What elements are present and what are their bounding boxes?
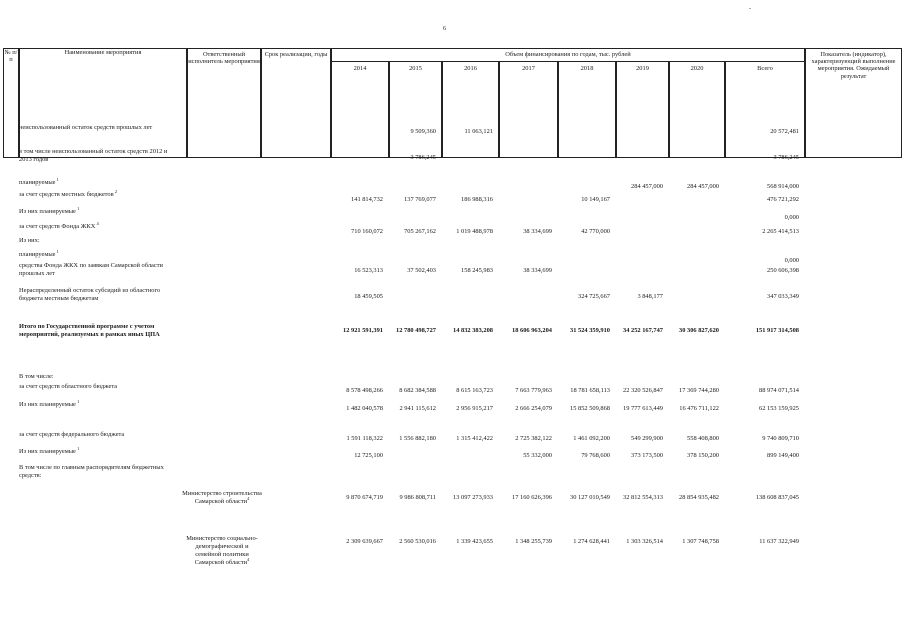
row-label: В том числе: — [19, 373, 54, 380]
header-term: Срок реализации, годы — [261, 48, 331, 158]
cell-2017: 17 160 626,396 — [512, 494, 552, 501]
cell-2016: 186 988,316 — [461, 196, 493, 203]
row-label: Из них планируемые $^1$ — [19, 205, 80, 215]
cell-2014: 2 309 639,667 — [346, 538, 383, 545]
page-number: 6 — [443, 26, 446, 32]
header-year-2017: 2017 — [499, 61, 558, 158]
row-label: планируемые $^1$ — [19, 176, 59, 186]
header-no: № п/п — [3, 48, 19, 158]
row-label: неиспользованный остаток средств прошлых лет — [19, 124, 153, 131]
cell-2019: 549 299,900 — [631, 435, 663, 442]
cell-2016: 1 339 423,655 — [456, 538, 493, 545]
cell-total: 899 149,400 — [767, 452, 799, 459]
cell-2015: 8 682 384,588 — [399, 387, 436, 394]
cell-2020: 1 307 748,758 — [682, 538, 719, 545]
cell-total: 20 572,481 — [770, 128, 799, 135]
row-label: средства Фонда ЖКХ по заявкам Самарской области прошлых лет — [19, 262, 163, 277]
cell-2020: 284 457,000 — [687, 183, 719, 190]
cell-2017: 38 334,699 — [523, 228, 552, 235]
cell-2018: 1 461 092,200 — [573, 435, 610, 442]
cell-2016: 13 097 273,933 — [453, 494, 493, 501]
cell-2017: 38 334,699 — [523, 267, 552, 274]
cell-2016: 11 063,121 — [464, 128, 493, 135]
cell-total: 9 740 809,710 — [762, 435, 799, 442]
cell-2016: 8 615 163,723 — [456, 387, 493, 394]
row-label: Итого по Государственной программе с учетом мероприятий, реализуемых в рамках иных ЦПА — [19, 323, 160, 338]
cell-total: 88 974 071,514 — [759, 387, 799, 394]
cell-2017: 18 606 963,204 — [512, 327, 552, 334]
cell-2014: 710 160,072 — [351, 228, 383, 235]
cell-2016: 2 956 915,217 — [456, 405, 493, 412]
cell-total: 151 917 314,508 — [755, 327, 799, 334]
cell-2014: 12 921 591,391 — [343, 327, 383, 334]
header-year-2019: 2019 — [616, 61, 669, 158]
cell-2016: 158 245,983 — [461, 267, 493, 274]
corner-mark: - — [749, 6, 751, 12]
cell-2014: 9 870 674,719 — [346, 494, 383, 501]
row-label: Из них планируемые $^1$ — [19, 445, 80, 455]
cell-2014: 1 482 040,578 — [346, 405, 383, 412]
header-year-2018: 2018 — [558, 61, 616, 158]
cell-total: 568 914,000 — [767, 183, 799, 190]
header-activity: Наименование мероприятия — [19, 48, 187, 158]
row-label: за счет средств Фонда ЖКХ $^4$ — [19, 220, 99, 230]
cell-2020: 30 306 827,620 — [679, 327, 719, 334]
cell-2019: 19 777 613,449 — [623, 405, 663, 412]
cell-2015: 37 502,403 — [407, 267, 436, 274]
cell-total: 476 721,292 — [767, 196, 799, 203]
cell-total: 3 786,245 — [773, 154, 799, 161]
cell-2018: 15 852 509,868 — [570, 405, 610, 412]
cell-2018: 1 274 628,441 — [573, 538, 610, 545]
header-year-2015: 2015 — [389, 61, 442, 158]
cell-2020: 558 408,800 — [687, 435, 719, 442]
header-funding: Объем финансирования по годам, тыс. рублей — [331, 48, 805, 62]
row-label: Нераспределенный остаток субсидий из областного бюджета местным бюджетам — [19, 287, 161, 302]
row-label: В том числе по главным распорядителям бюджетных средств: — [19, 464, 164, 479]
cell-2015: 2 560 530,016 — [399, 538, 436, 545]
cell-2014: 12 725,100 — [354, 452, 383, 459]
cell-total: 2 265 414,513 — [762, 228, 799, 235]
header-indicator: Показатель (индикатор), характеризующий выполнение мероприятия. Ожидаемый результат — [805, 48, 902, 158]
cell-2020: 17 369 744,280 — [679, 387, 719, 394]
cell-2014: 141 814,732 — [351, 196, 383, 203]
header-year-2014: 2014 — [331, 61, 389, 158]
cell-2017: 2 725 382,122 — [515, 435, 552, 442]
cell-2016: 14 832 383,208 — [453, 327, 493, 334]
cell-2018: 18 781 658,113 — [570, 387, 610, 394]
cell-2019: 284 457,000 — [631, 183, 663, 190]
cell-2015: 137 769,077 — [404, 196, 436, 203]
cell-2018: 324 725,667 — [578, 293, 610, 300]
cell-2018: 79 768,600 — [581, 452, 610, 459]
cell-2017: 2 666 254,079 — [515, 405, 552, 412]
cell-total: 62 153 159,925 — [759, 405, 799, 412]
cell-2020: 378 150,200 — [687, 452, 719, 459]
cell-total: 138 608 837,045 — [755, 494, 799, 501]
cell-2018: 42 770,000 — [581, 228, 610, 235]
row-label: за счет средств областного бюджета — [19, 383, 118, 390]
header-year-2020: 2020 — [669, 61, 725, 158]
cell-2018: 10 149,167 — [581, 196, 610, 203]
ministry-name: Министерство социально-демографической и семейной политики Самарской области$^4$ — [186, 535, 258, 566]
row-label: за счет средств местных бюджетов $^2$ — [19, 188, 117, 198]
ministry-name: Министерство строительства Самарской области$^4$ — [182, 490, 262, 505]
header-year-total: Всего — [725, 61, 805, 158]
cell-2015: 705 267,162 — [404, 228, 436, 235]
cell-total: 0,000 — [784, 214, 799, 221]
row-label: Из них: — [19, 237, 40, 244]
cell-total: 11 637 322,949 — [759, 538, 799, 545]
cell-2016: 1 019 488,978 — [456, 228, 493, 235]
row-label: за счет средств федерального бюджета — [19, 431, 125, 438]
cell-2019: 1 303 326,514 — [626, 538, 663, 545]
cell-2015: 1 556 882,180 — [399, 435, 436, 442]
cell-2014: 18 459,505 — [354, 293, 383, 300]
cell-2015: 9 986 808,711 — [399, 494, 436, 501]
header-executor: Ответственный исполнитель мероприятия — [187, 48, 261, 158]
cell-2015: 2 941 115,612 — [399, 405, 436, 412]
cell-total: 250 606,398 — [767, 267, 799, 274]
cell-2015: 3 786,245 — [410, 154, 436, 161]
cell-2017: 7 663 779,963 — [515, 387, 552, 394]
cell-2017: 1 348 255,739 — [515, 538, 552, 545]
cell-total: 0,000 — [784, 257, 799, 264]
cell-2015: 12 780 498,727 — [396, 327, 436, 334]
row-label: планируемые $^1$ — [19, 248, 59, 258]
cell-2015: 9 509,360 — [410, 128, 436, 135]
cell-2017: 55 332,000 — [523, 452, 552, 459]
cell-2018: 31 524 359,910 — [570, 327, 610, 334]
cell-2019: 373 173,500 — [631, 452, 663, 459]
cell-2019: 32 812 554,313 — [623, 494, 663, 501]
header-year-2016: 2016 — [442, 61, 499, 158]
cell-2014: 16 523,313 — [354, 267, 383, 274]
row-label: в том числе неиспользованный остаток средств 2012 и 2013 годов — [19, 148, 168, 163]
cell-2020: 16 476 711,122 — [679, 405, 719, 412]
row-label: Из них планируемые $^1$ — [19, 398, 80, 408]
cell-2018: 30 127 010,549 — [570, 494, 610, 501]
cell-total: 347 033,349 — [767, 293, 799, 300]
cell-2019: 22 320 526,847 — [623, 387, 663, 394]
cell-2019: 3 848,177 — [637, 293, 663, 300]
cell-2020: 28 854 935,482 — [679, 494, 719, 501]
cell-2014: 1 591 118,322 — [346, 435, 383, 442]
cell-2019: 34 252 167,747 — [623, 327, 663, 334]
cell-2016: 1 315 412,422 — [456, 435, 493, 442]
cell-2014: 8 578 498,266 — [346, 387, 383, 394]
